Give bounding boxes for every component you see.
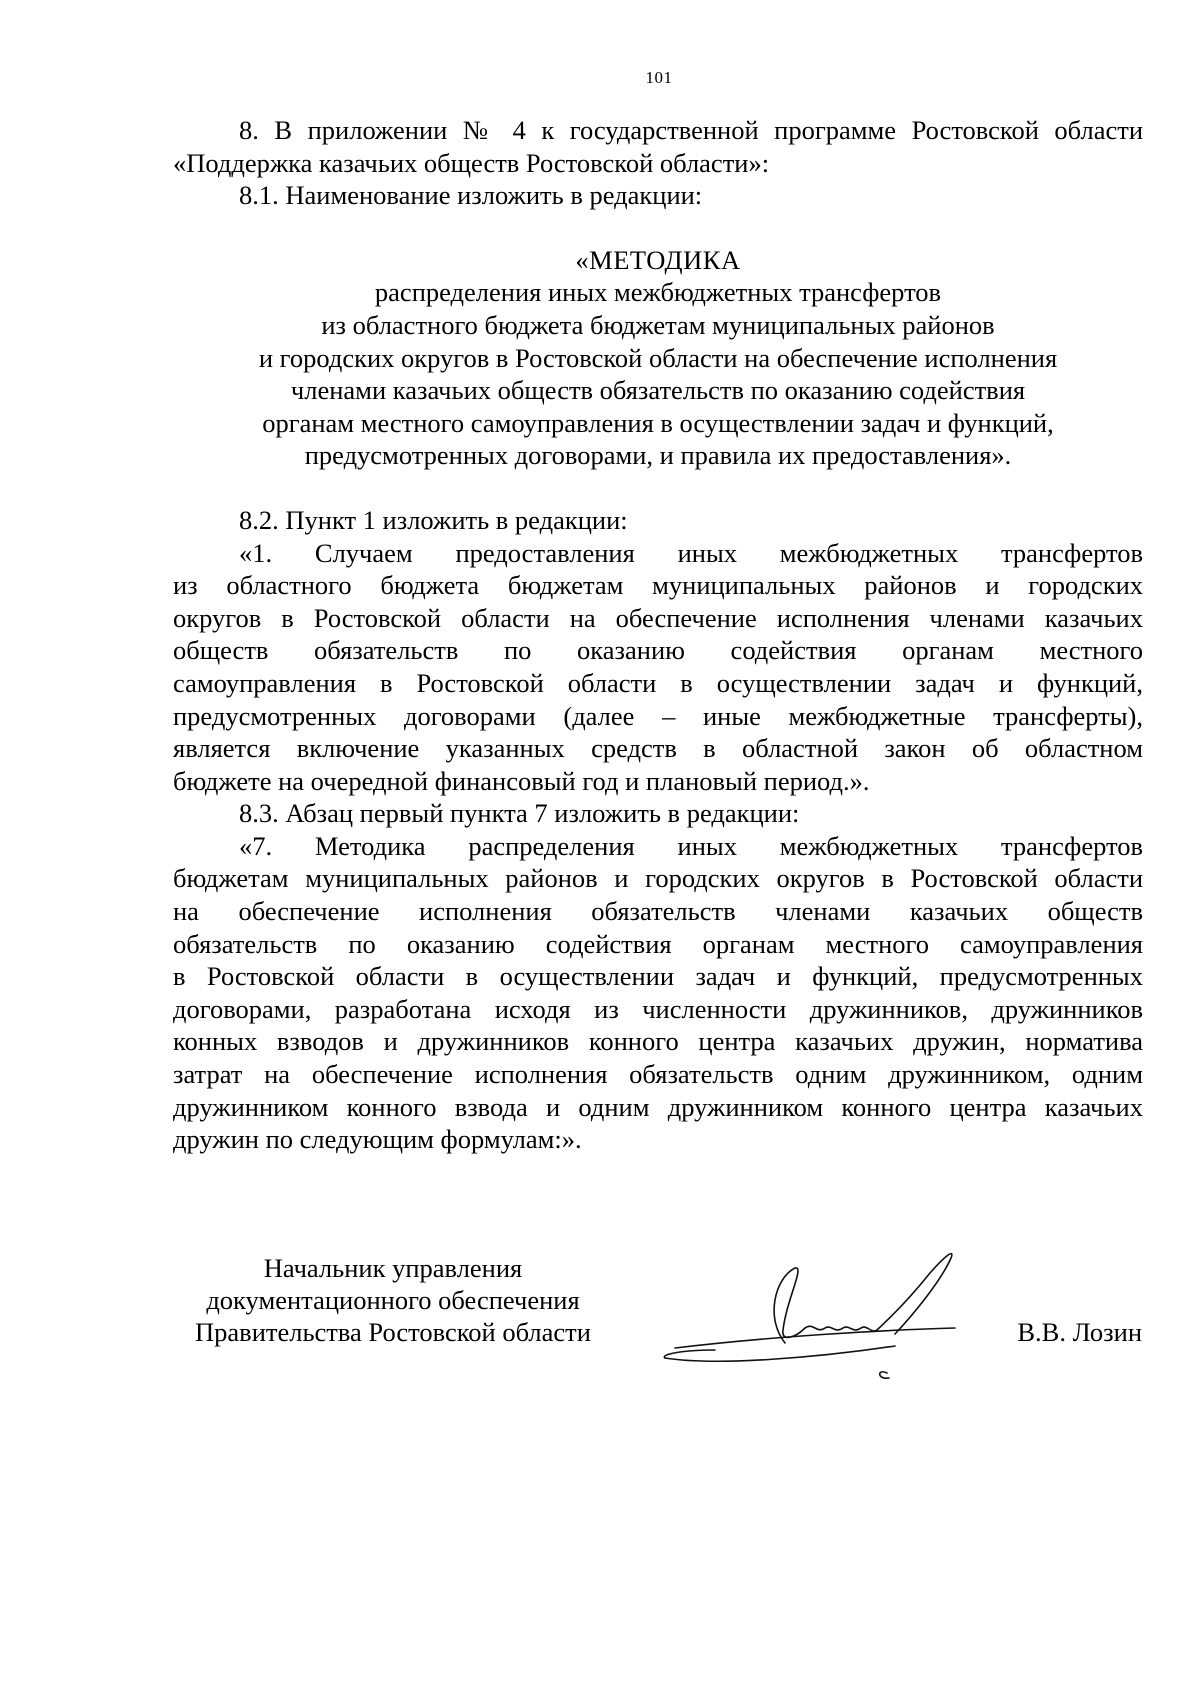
title-line: и городских округов в Ростовской области на обеспечение исполнения: [258, 342, 1058, 373]
position-line: документационного обеспечения: [206, 1285, 580, 1315]
paragraph-8-3-line: дружинником конного взвода и одним дружинником конного центра казачьих: [173, 1091, 1143, 1122]
paragraph-8-2: 8.2. Пункт 1 изложить в редакции:: [239, 504, 628, 535]
signatory-name: В.В. Лозин: [1017, 1317, 1142, 1347]
paragraph-8-2-line: округов в Ростовской области на обеспечение исполнения членами казачьих: [173, 602, 1143, 633]
title-line: предусмотренных договорами, и правила их предоставления».: [304, 440, 1012, 471]
title-line: распределения иных межбюджетных трансфертов: [374, 277, 942, 308]
paragraph-8-3: 8.3. Абзац первый пункта 7 изложить в редакции:: [239, 798, 800, 829]
methodology-title: [173, 244, 1143, 472]
paragraph-8-2-line: из областного бюджета бюджетам муниципальных районов и городских: [173, 570, 1143, 601]
title-line: органам местного самоуправления в осуществлении задач и функций,: [262, 407, 1054, 438]
paragraph-8-3-line: конных взводов и дружинников конного центра казачьих дружин, норматива: [173, 1026, 1143, 1057]
paragraph-8-2-line: самоуправления в Ростовской области в осуществлении задач и функций,: [173, 667, 1143, 698]
page-number: 101: [645, 68, 673, 87]
position-line: Правительства Ростовской области: [195, 1317, 591, 1347]
paragraph-8-2-line: предусмотренных договорами (далее – иные межбюджетные трансферты),: [173, 700, 1143, 731]
paragraph-8-3-line: дружин по следующим формулам:».: [173, 1124, 582, 1155]
paragraph-8-2-line: бюджете на очередной финансовый год и плановый период.».: [173, 765, 870, 796]
paragraph-8-3-line: «7. Методика распределения иных межбюджетных трансфертов: [239, 830, 1143, 861]
paragraph-8-3-line: бюджетам муниципальных районов и городских округов в Ростовской области: [173, 863, 1143, 894]
paragraph-8-3-line: обязательств по оказанию содействия органам местного самоуправления: [173, 928, 1143, 959]
paragraph-8-3-line: договорами, разработана исходя из численности дружинников, дружинников: [173, 993, 1143, 1024]
paragraph-8-continuation: «Поддержка казачьих обществ Ростовской области»:: [173, 147, 770, 178]
position-line: Начальник управления: [263, 1253, 523, 1283]
handwritten-signature-icon: [655, 1238, 985, 1398]
paragraph-8-3-line: на обеспечение исполнения обязательств членами казачьих обществ: [173, 896, 1143, 927]
title-line: из областного бюджета бюджетам муниципальных районов: [321, 309, 995, 340]
paragraph-8-2-line: обществ обязательств по оказанию содействия органам местного: [173, 635, 1143, 666]
paragraph-8-1: 8.1. Наименование изложить в редакции:: [239, 180, 703, 211]
paragraph-8-2-line: является включение указанных средств в областной закон об областном: [173, 733, 1143, 764]
title-line: членами казачьих обществ обязательств по оказанию содействия: [290, 375, 1026, 406]
signatory-position: [173, 1252, 613, 1348]
paragraph-8-3-line: затрат на обеспечение исполнения обязательств одним дружинником, одним: [173, 1059, 1143, 1090]
paragraph-8-2-line: «1. Случаем предоставления иных межбюджетных трансфертов: [239, 537, 1143, 568]
document-body: [173, 114, 1143, 1156]
title-line: «МЕТОДИКА: [575, 244, 741, 275]
paragraph-8: 8. В приложении № 4 к государственной программе Ростовской области: [239, 115, 1143, 145]
paragraph-8-3-line: в Ростовской области в осуществлении задач и функций, предусмотренных: [173, 961, 1143, 992]
